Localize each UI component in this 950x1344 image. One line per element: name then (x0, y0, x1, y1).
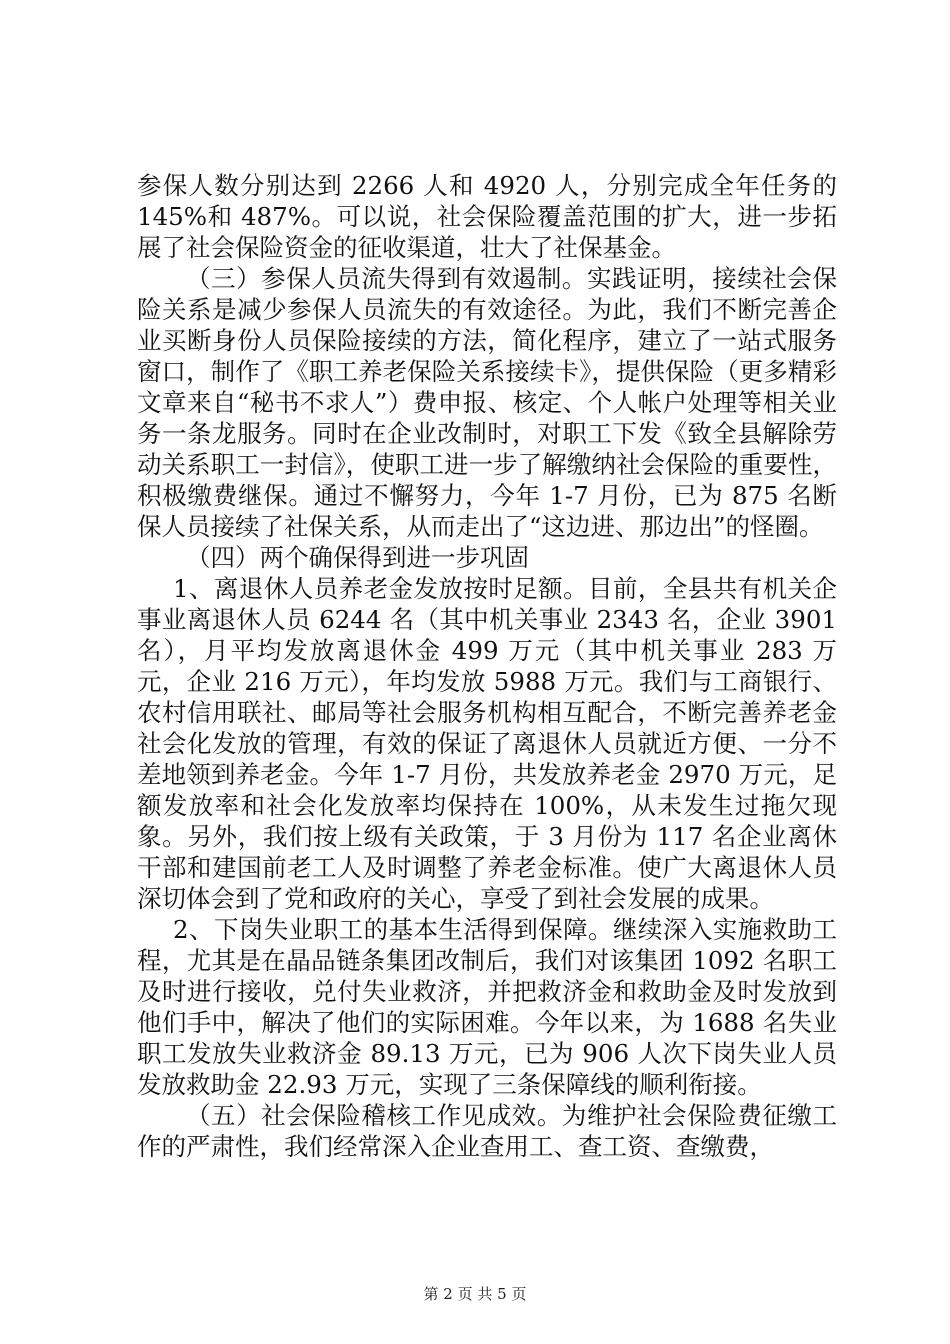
page-number-footer: 第 2 页 共 5 页 (423, 1285, 527, 1303)
heading-section-four: （四）两个确保得到进一步巩固 (186, 543, 529, 572)
paragraph-coverage-stats: 参保人数分别达到 2266 人和 4920 人，分别完成全年任务的 145%和 487%。可以说，社会保险覆盖范围的扩大，进一步拓展了社会保险资金的征收渠道，壮大了社保基金。 (137, 171, 837, 262)
paragraph-unemployment-support: 2、下岗失业职工的基本生活得到保障。继续深入实施救助工程，尤其是在晶品链条集团改制后，我们对该集团 1092 名职工及时进行接收，兑付失业救济，并把救济金和救助金及时发放到他们手中，解决了他们的实际困难。今年以来，为 1688 名失业职工发放失业救济金 89.13 万元，已为 906 人次下岗失业人员发放救助金 22.93 万元，实现了三条保障线的顺利衔接。 (137, 915, 837, 1099)
paragraph-pension-payment: 1、离退休人员养老金发放按时足额。目前，全县共有机关企事业离退休人员 6244 名（其中机关事业 2343 名，企业 3901 名），月平均发放离退休金 499 万元（其中机关事业 283 万元，企业 216 万元），年均发放 5988 万元。我们与工商银行、农村信用联社、邮局等社会服务机构相互配合，不断完善养老金社会化发放的管理，有效的保证了离退休人员就近方便、一分不差地领到养老金。今年 1-7 月份，共发放养老金 2970 万元，足额发放率和社会化发放率均保持在 100%，从未发生过拖欠现象。另外，我们按上级有关政策，于 3 月份为 117 名企业离休干部和建国前老工人及时调整了养老金标准。使广大离退休人员深切体会到了党和政府的关心，享受了到社会发展的成果。 (137, 574, 837, 913)
paragraph-section-three: （三）参保人员流失得到有效遏制。实践证明，接续社会保险关系是减少参保人员流失的有效途径。为此，我们不断完善企业买断身份人员保险接续的方法，简化程序，建立了一站式服务窗口，制作了《职工养老保险关系接续卡》，提供保险（更多精彩文章来自“秘书不求人”）费申报、核定、个人帐户处理等相关业务一条龙服务。同时在企业改制时，对职工下发《致全县解除劳动关系职工一封信》，使职工进一步了解缴纳社会保险的重要性，积极缴费继保。通过不懈努力，今年 1-7 月份，已为 875 名断保人员接续了社保关系，从而走出了“这边进、那边出”的怪圈。 (137, 264, 837, 541)
paragraph-section-five: （五）社会保险稽核工作见成效。为维护社会保险费征缴工作的严肃性，我们经常深入企业查用工、查工资、查缴费， (137, 1101, 837, 1161)
document-body (137, 170, 837, 1162)
